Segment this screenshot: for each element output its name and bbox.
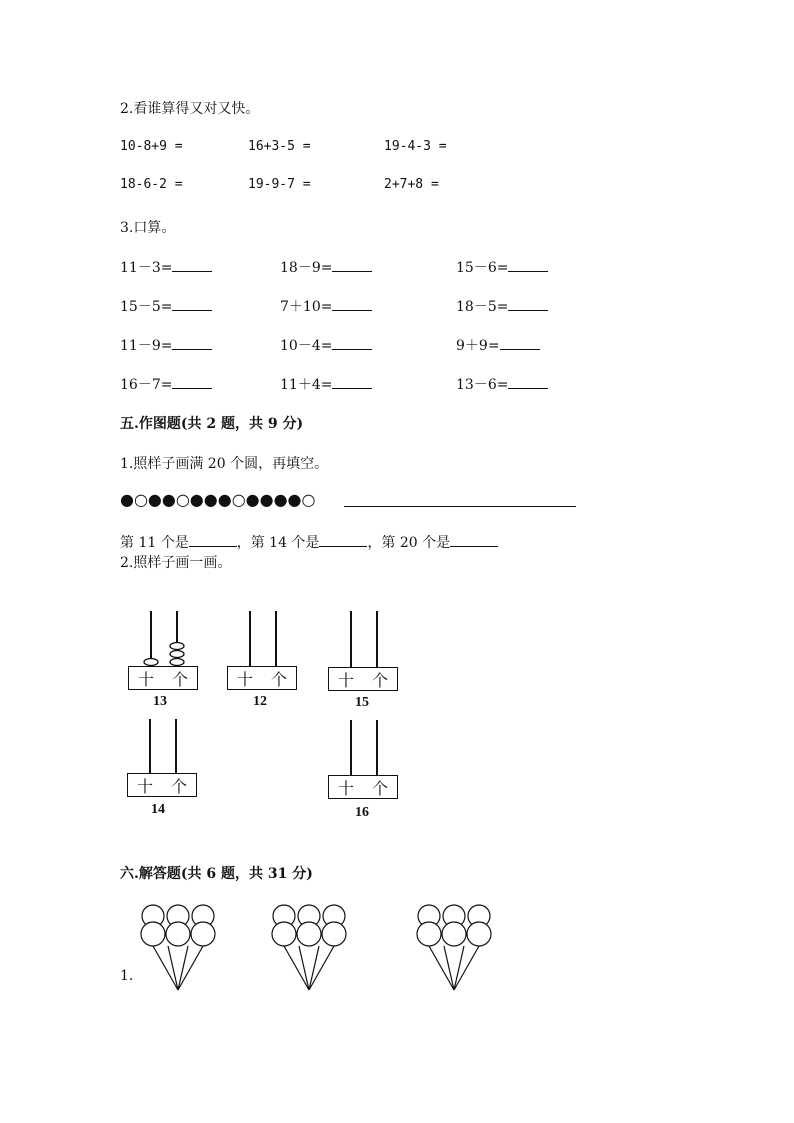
circle-pattern: ●○●●○●●●○●●●●○ bbox=[120, 490, 316, 509]
answer-blank[interactable] bbox=[189, 534, 237, 547]
oral-calc-item bbox=[280, 335, 372, 355]
abacus-number: 12 bbox=[253, 694, 267, 709]
answer-blank[interactable] bbox=[319, 534, 367, 547]
abacus-base bbox=[328, 667, 398, 691]
abacus-rod-tens bbox=[249, 611, 251, 667]
balloon-string bbox=[454, 946, 464, 990]
oral-calc-item bbox=[120, 374, 212, 394]
answer-blank[interactable] bbox=[172, 337, 212, 350]
answer-blank[interactable] bbox=[172, 298, 212, 311]
equation: 19-4-3 = bbox=[384, 139, 447, 154]
oral-calc-expression: 10－4= bbox=[280, 338, 333, 354]
answer-blank[interactable] bbox=[508, 259, 548, 272]
balloon-icon bbox=[417, 922, 441, 946]
balloon-icon bbox=[191, 922, 215, 946]
tens-label: 十 bbox=[137, 669, 154, 689]
oral-calc-expression: 16－7= bbox=[120, 377, 173, 393]
tens-label: 十 bbox=[337, 778, 354, 798]
section-5-question-2-title: 2.照样子画一画。 bbox=[120, 555, 232, 571]
abacus-number: 13 bbox=[153, 694, 167, 709]
fill-label-11: 第 11 个是 bbox=[120, 535, 189, 551]
abacus-rod-tens bbox=[350, 611, 352, 668]
tens-label: 十 bbox=[236, 669, 253, 689]
abacus-rod-tens bbox=[350, 720, 352, 776]
balloon-icon bbox=[322, 922, 346, 946]
abacus-rod-ones bbox=[376, 611, 378, 668]
balloon-icon bbox=[166, 922, 190, 946]
abacus-number: 15 bbox=[355, 695, 369, 710]
balloon-string bbox=[454, 946, 479, 990]
fill-in-row bbox=[120, 532, 498, 552]
answer-blank[interactable] bbox=[332, 298, 372, 311]
abacus-number: 16 bbox=[355, 805, 369, 820]
balloon-string bbox=[284, 946, 309, 990]
bead bbox=[144, 659, 158, 666]
balloon-string bbox=[299, 946, 309, 990]
equation: 16+3-5 = bbox=[248, 139, 311, 154]
balloon-bunch bbox=[130, 900, 230, 996]
oral-calc-expression: 15－5= bbox=[120, 299, 173, 315]
answer-blank[interactable] bbox=[500, 337, 540, 350]
oral-calc-item bbox=[120, 257, 212, 277]
ones-label: 个 bbox=[371, 778, 388, 798]
abacus-rod-ones bbox=[175, 719, 177, 774]
abacus-base bbox=[128, 666, 198, 690]
balloon-string bbox=[309, 946, 319, 990]
equation: 10-8+9 = bbox=[120, 139, 183, 154]
oral-calc-item bbox=[456, 335, 540, 355]
answer-blank[interactable] bbox=[332, 259, 372, 272]
balloon-icon bbox=[297, 922, 321, 946]
section-5-heading: 五.作图题(共 2 题，共 9 分) bbox=[120, 416, 304, 432]
answer-blank[interactable] bbox=[332, 376, 372, 389]
bead bbox=[170, 659, 184, 666]
oral-calc-item bbox=[280, 374, 372, 394]
tens-label: 十 bbox=[136, 776, 153, 796]
answer-blank[interactable] bbox=[508, 376, 548, 389]
oral-calc-item bbox=[456, 257, 548, 277]
bead bbox=[170, 643, 184, 650]
oral-calc-expression: 15－6= bbox=[456, 260, 509, 276]
section-6-heading: 六.解答题(共 6 题，共 31 分) bbox=[120, 866, 313, 882]
ones-label: 个 bbox=[270, 669, 287, 689]
balloon-string bbox=[178, 946, 203, 990]
answer-blank[interactable] bbox=[332, 337, 372, 350]
oral-calc-expression: 18－9= bbox=[280, 260, 333, 276]
answer-blank[interactable] bbox=[172, 259, 212, 272]
abacus-number: 14 bbox=[151, 802, 165, 817]
ones-label: 个 bbox=[170, 776, 187, 796]
abacus-beads bbox=[140, 640, 190, 668]
oral-calc-item bbox=[456, 374, 548, 394]
answer-blank[interactable] bbox=[172, 376, 212, 389]
balloon-bunch bbox=[406, 900, 506, 996]
equation: 19-9-7 = bbox=[248, 177, 311, 192]
tens-label: 十 bbox=[337, 670, 354, 690]
oral-calc-expression: 11＋4= bbox=[280, 377, 333, 393]
balloon-bunch bbox=[261, 900, 361, 996]
balloon-icon bbox=[467, 922, 491, 946]
circle-drawing-line[interactable] bbox=[344, 506, 576, 507]
balloon-string bbox=[444, 946, 454, 990]
oral-calc-expression: 18－5= bbox=[456, 299, 509, 315]
oral-calc-item bbox=[120, 296, 212, 316]
answer-blank[interactable] bbox=[508, 298, 548, 311]
balloon-string bbox=[168, 946, 178, 990]
oral-calc-expression: 13－6= bbox=[456, 377, 509, 393]
question-2-title: 2.看谁算得又对又快。 bbox=[120, 101, 260, 117]
ones-label: 个 bbox=[371, 670, 388, 690]
oral-calc-item bbox=[280, 257, 372, 277]
balloon-string bbox=[178, 946, 188, 990]
abacus-rod-ones bbox=[275, 611, 277, 667]
oral-calc-expression: 11－3= bbox=[120, 260, 173, 276]
balloon-icon bbox=[141, 922, 165, 946]
balloon-string bbox=[429, 946, 454, 990]
question-1-label: 1. bbox=[120, 968, 134, 984]
fill-label-20: ，第 20 个是 bbox=[367, 535, 451, 551]
balloon-icon bbox=[442, 922, 466, 946]
bead bbox=[170, 651, 184, 658]
question-3-title: 3.口算。 bbox=[120, 220, 176, 236]
balloon-string bbox=[309, 946, 334, 990]
oral-calc-item bbox=[456, 296, 548, 316]
oral-calc-expression: 7＋10= bbox=[280, 299, 333, 315]
oral-calc-expression: 11－9= bbox=[120, 338, 173, 354]
abacus-base bbox=[127, 773, 197, 797]
oral-calc-item bbox=[280, 296, 372, 316]
balloon-string bbox=[153, 946, 178, 990]
section-5-question-1-title: 1.照样子画满 20 个圆，再填空。 bbox=[120, 456, 329, 472]
abacus-base bbox=[227, 666, 297, 690]
equation: 18-6-2 = bbox=[120, 177, 183, 192]
equation: 2+7+8 = bbox=[384, 177, 439, 192]
fill-label-14: ，第 14 个是 bbox=[236, 535, 320, 551]
abacus-rod-tens bbox=[149, 719, 151, 774]
abacus-base bbox=[328, 775, 398, 799]
abacus-rod-ones bbox=[376, 720, 378, 776]
balloon-icon bbox=[272, 922, 296, 946]
oral-calc-item bbox=[120, 335, 212, 355]
ones-label: 个 bbox=[171, 669, 188, 689]
oral-calc-expression: 9＋9= bbox=[456, 338, 500, 354]
answer-blank[interactable] bbox=[450, 534, 498, 547]
